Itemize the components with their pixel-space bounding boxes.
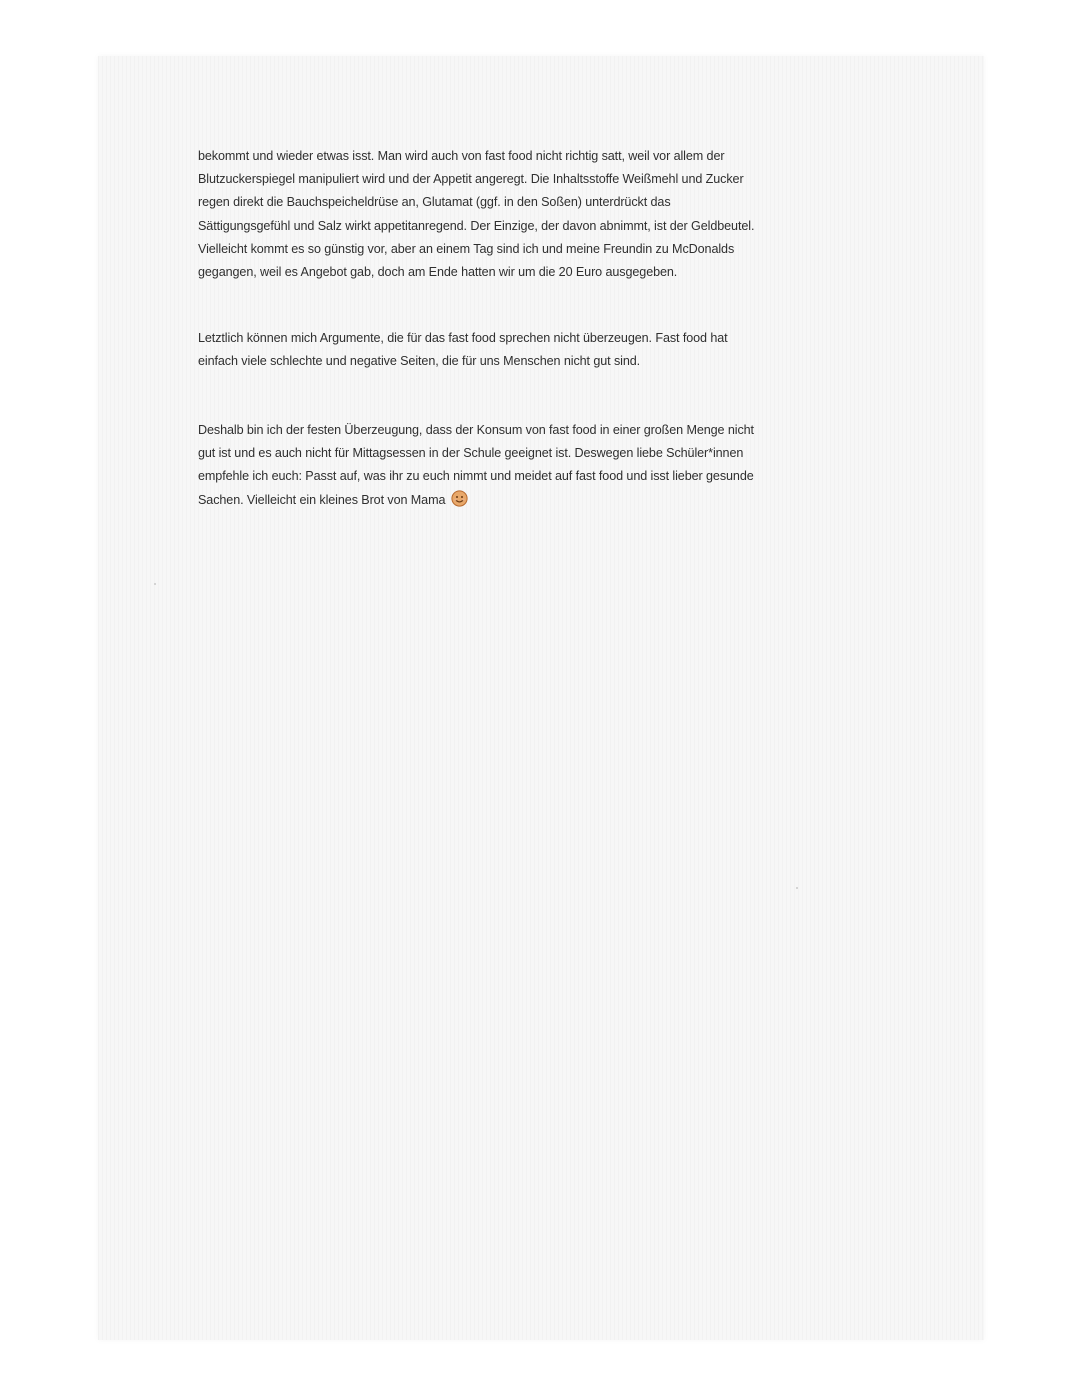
text-line: Sachen. Vielleicht ein kleines Brot von Mama	[198, 492, 446, 507]
text-line: Deshalb bin ich der festen Überzeugung, dass der Konsum von fast food in einer großen Menge nicht	[198, 423, 754, 437]
text-line: empfehle ich euch: Passt auf, was ihr zu euch nimmt und meidet auf fast food und isst lieber gesunde	[198, 469, 754, 484]
document-page	[98, 56, 984, 1340]
text-line: Sättigungsgefühl und Salz wirkt appetitanregend. Der Einzige, der davon abnimmt, ist der Geldbeutel.	[198, 218, 755, 233]
paper-speck	[796, 887, 798, 889]
paragraph-fast-food-effects	[198, 145, 904, 284]
paragraph-conclusion	[198, 327, 904, 373]
text-line: gegangen, weil es Angebot gab, doch am Ende hatten wir um die 20 Euro ausgegeben.	[198, 265, 678, 280]
text-line: bekommt und wieder etwas isst. Man wird auch von fast food nicht richtig satt, weil vor allem der	[198, 149, 725, 163]
text-line-last	[198, 489, 904, 512]
text-line: regen direkt die Bauchspeicheldrüse an, Glutamat (ggf. in den Soßen) unterdrückt das	[198, 195, 671, 210]
smiley-emoji-icon	[451, 490, 468, 507]
paragraph-recommendation	[198, 419, 904, 512]
text-line: einfach viele schlechte und negative Seiten, die für uns Menschen nicht gut sind.	[198, 354, 641, 369]
text-line: gut ist und es auch nicht für Mittagsessen in der Schule geeignet ist. Deswegen liebe Schüler*innen	[198, 446, 744, 461]
text-line: Blutzuckerspiegel manipuliert wird und der Appetit angeregt. Die Inhaltsstoffe Weißmehl und Zucker	[198, 172, 744, 187]
text-line: Letztlich können mich Argumente, die für das fast food sprechen nicht überzeugen. Fast food hat	[198, 331, 728, 345]
paper-speck	[154, 583, 156, 585]
text-line: Vielleicht kommt es so günstig vor, aber an einem Tag sind ich und meine Freundin zu McDonalds	[198, 241, 735, 256]
